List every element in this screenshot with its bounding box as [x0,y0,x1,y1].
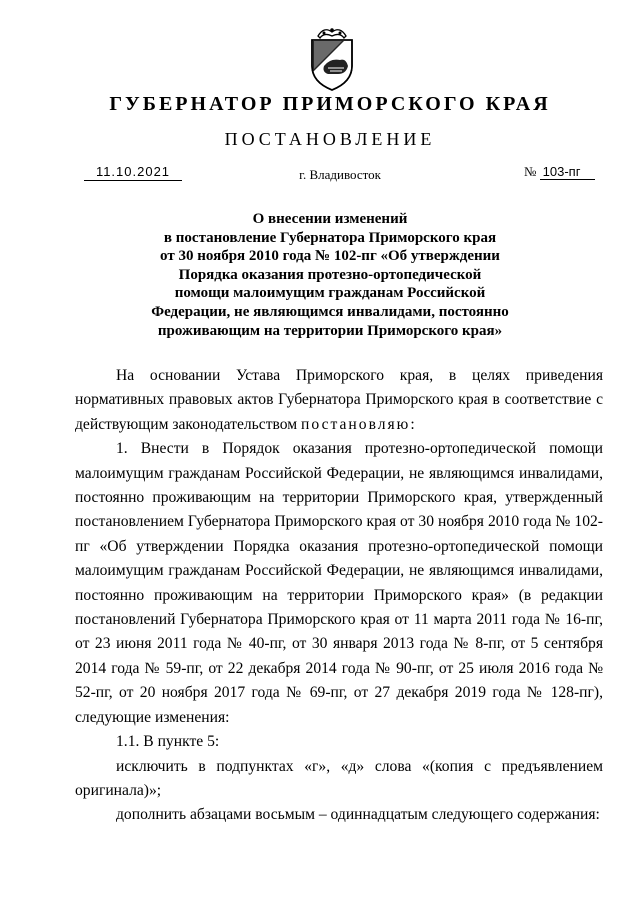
document-date: 11.10.2021 [84,164,182,181]
title-line: помощи малоимущим гражданам Российской [174,285,486,302]
document-title [130,210,530,340]
title-line: О внесении изменений [252,211,408,227]
coat-of-arms-icon [300,22,364,94]
paragraph-add: дополнить абзацами восьмым – одиннадцатым следующего содержания: [116,806,600,824]
title-line: Федерации, не являющимся инвалидами, постоянно [151,303,509,320]
document-type: ПОСТАНОВЛЕНИЕ [224,129,436,149]
number-sign: № [524,164,537,179]
title-line: от 30 ноября 2010 года № 102-пг «Об утверждении [160,248,500,265]
preamble-paragraph [75,364,603,437]
preamble-colon: : [410,415,415,433]
document-number [524,164,595,180]
paragraph-1: 1. Внести в Порядок оказания протезно-ортопедической помощи малоимущим гражданам Российской Федерации, не являющимся инвалидами, постоянно проживающим на территории Приморского края, утвержденный постановлением Губернатора Приморского края от 30 ноября 2010 года № 102-пг «Об утверждении Порядка оказания протезно-ортопедической помощи малоимущим гражданам Российской Федерации, не являющимся инвалидами, постоянно проживающим на территории Приморского края» (в редакции постановлений Губернатора Приморского края от 11 марта 2011 года № 16-пг, от 23 июня 2011 года № 40-пг, от 30 января 2013 года № 8-пг, от 5 сентября 2014 года № 59-пг, от 22 декабря 2014 года № 90-пг, от 25 июля 2016 года № 52-пг, от 20 ноября 2017 года № 69-пг, от 27 декабря 2019 года № 128-пг), следующие изменения: [75,440,603,726]
number-value: 103-пг [540,164,595,180]
title-line: проживающим на территории Приморского края» [157,322,503,339]
title-line: Порядка оказания протезно-ортопедической [178,266,482,283]
document-city: г. Владивосток [299,167,381,182]
document-body [75,364,603,828]
issuing-authority: ГУБЕРНАТОР ПРИМОРСКОГО КРАЯ [109,93,551,115]
paragraph-1-1: 1.1. В пункте 5: [116,733,220,751]
preamble-text: На основании Устава Приморского края, в целях приведения нормативных правовых актов Губернатора Приморского края в соответствие с действующим законодательством [75,367,603,433]
title-line: в постановление Губернатора Приморского края [163,229,497,246]
decree-keyword: постановляю [301,415,411,433]
paragraph-exclude: исключить в подпунктах «г», «д» слова «(копия с предъявлением оригинала)»; [75,757,603,799]
